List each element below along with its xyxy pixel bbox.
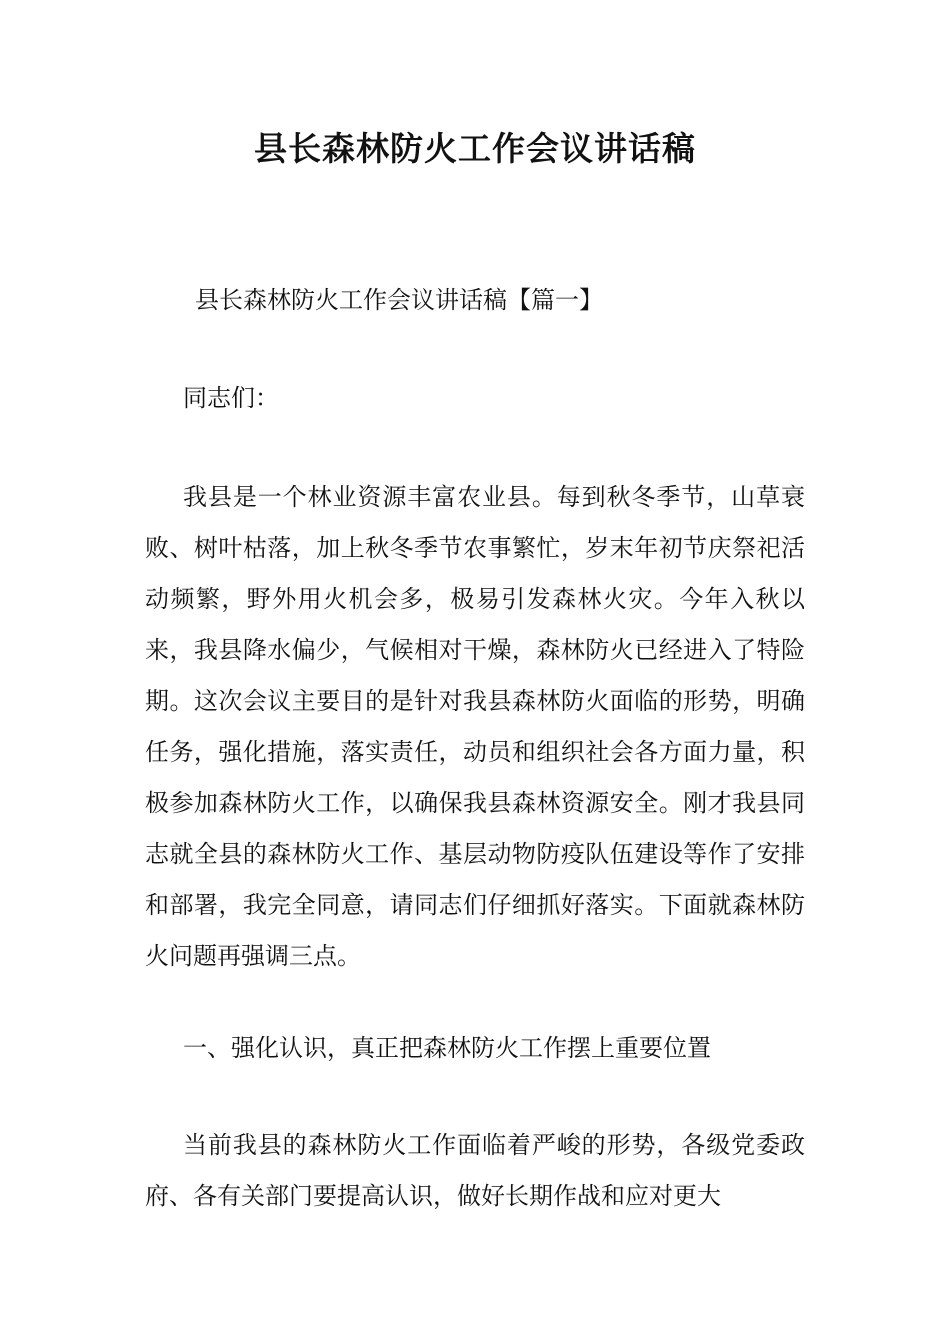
salutation: 同志们： (183, 384, 279, 412)
document-subtitle: 县长森林防火工作会议讲话稿【篇一】 (195, 286, 603, 314)
body-paragraph-2: 当前我县的森林防火工作面临着严峻的形势，各级党委政府、各有关部门要提高认识，做好长期作战和应对更大 (145, 1131, 805, 1210)
body-paragraph-1: 我县是一个林业资源丰富农业县。每到秋冬季节，山草衰败、树叶枯落，加上秋冬季节农事繁忙，岁末年初节庆祭祀活动频繁，野外用火机会多，极易引发森林火灾。今年入秋以来，我县降水偏少，气候相对干燥，森林防火已经进入了特险期。这次会议主要目的是针对我县森林防火面临的形势，明确任务，强化措施，落实责任，动员和组织社会各方面力量，积极参加森林防火工作，以确保我县森林资源安全。刚才我县同志就全县的森林防火工作、基层动物防疫队伍建设等作了安排和部署，我完全同意，请同志们仔细抓好落实。下面就森林防火问题再强调三点。 (145, 483, 805, 970)
section-heading-1: 一、强化认识，真正把森林防火工作摆上重要位置 (183, 1034, 711, 1062)
document-title: 县长森林防火工作会议讲话稿 (254, 129, 696, 168)
